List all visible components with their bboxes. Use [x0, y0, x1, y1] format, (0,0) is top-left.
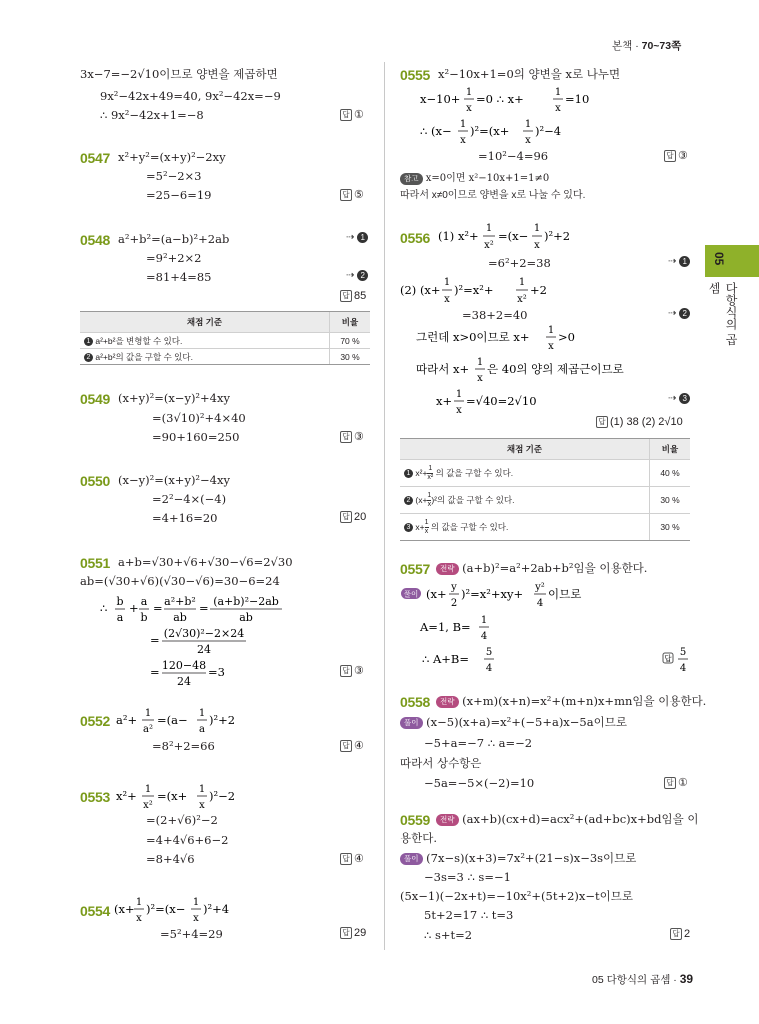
svg-text:)²−2: )²−2 — [209, 789, 236, 803]
answer-mark: 답 — [664, 654, 672, 663]
step-marker: ⇢ 1 — [668, 256, 690, 267]
svg-text:이므로: 이므로 — [548, 589, 582, 601]
solution-line: =2²−4×(−4) — [152, 492, 227, 506]
svg-text:>0: >0 — [558, 330, 575, 344]
footer-chapter: 05 다항식의 곱셈 — [592, 974, 671, 986]
svg-text:(2√30)²−2×24: (2√30)²−2×24 — [163, 627, 245, 640]
step-marker: ⇢ 1 — [346, 232, 368, 243]
svg-text:4: 4 — [485, 663, 493, 674]
fraction-expression — [418, 612, 618, 644]
svg-text:=: = — [199, 601, 209, 615]
answer-mark: 답 — [340, 511, 352, 523]
fraction-expression — [400, 578, 660, 612]
answer: 답 ③ — [340, 430, 364, 443]
svg-text:24: 24 — [197, 643, 211, 656]
problem-number: 0550 — [80, 473, 110, 489]
svg-text:x²+: x²+ — [116, 789, 137, 803]
solution-line: =4+4√6+6−2 — [146, 833, 229, 847]
svg-text:1: 1 — [459, 119, 467, 130]
reference-note: 따라서 x≠0이므로 양변을 x로 나눌 수 있다. — [400, 190, 586, 201]
svg-text:a²+b²: a²+b² — [164, 595, 196, 608]
column-divider — [384, 62, 385, 950]
solution-badge: 풀이 — [400, 717, 423, 729]
svg-text:1: 1 — [198, 708, 206, 719]
strategy-badge: 전략 — [436, 563, 459, 575]
svg-text:x: x — [525, 135, 531, 146]
solution-line: (5x−1)(−2x+t)=−10x²+(5t+2)x−t이므로 — [400, 889, 633, 903]
fraction-expression — [418, 116, 618, 148]
svg-text:)²+4: )²+4 — [203, 902, 230, 916]
svg-text:(x+: (x+ — [426, 587, 447, 601]
header-pages: 70~73쪽 — [641, 40, 682, 52]
solution-line: =90+160=250 — [152, 430, 240, 444]
step-marker: ⇢ 3 — [668, 393, 690, 404]
strategy-line: 용한다. — [400, 831, 437, 845]
svg-text:(a+b)²−2ab: (a+b)²−2ab — [213, 595, 279, 608]
solution-line: =(3√10)²+4×40 — [152, 411, 246, 425]
svg-text:4: 4 — [480, 631, 488, 642]
svg-text:)²+2: )²+2 — [209, 713, 236, 727]
svg-text:(x+: (x+ — [114, 902, 135, 916]
problem-number: 0556 — [400, 230, 430, 246]
page-header — [612, 38, 681, 53]
svg-text:x: x — [193, 913, 199, 924]
svg-text:2: 2 — [450, 598, 458, 609]
answer: 답 20 — [340, 511, 366, 523]
step-marker: ⇢ 2 — [346, 270, 368, 281]
step-marker: ⇢ 2 — [668, 308, 690, 319]
table-row: 2 a²+b²의 값을 구할 수 있다. 30 % — [80, 349, 370, 365]
answer: 답 ⑤ — [340, 188, 364, 201]
header-label: 본책 · — [612, 40, 642, 52]
svg-text:1: 1 — [144, 708, 152, 719]
fraction-expression — [414, 322, 614, 354]
svg-text:x: x — [466, 103, 472, 114]
solution-line: 풀이 (x−5)(x+a)=x²+(−5+a)x−5a이므로 — [400, 715, 627, 729]
svg-text:x: x — [456, 405, 462, 416]
svg-text:은 40의 양의 제곱근이므로: 은 40의 양의 제곱근이므로 — [487, 362, 624, 376]
problem-number: 0551 — [80, 555, 110, 571]
svg-text:4: 4 — [679, 663, 687, 674]
grading-table — [400, 438, 690, 541]
table-row: 1 x²+ $\frac{1}{\text{x²}}$ 의 값을 구할 수 있다. 40 % — [400, 460, 690, 487]
svg-text:1: 1 — [443, 277, 451, 288]
svg-text:1: 1 — [480, 615, 488, 626]
fraction-expression — [114, 778, 274, 814]
intro-line-1: 3x−7=−2√10이므로 양변을 제곱하면 — [80, 67, 278, 81]
svg-text:5: 5 — [485, 647, 493, 658]
solution-line: =(2+√6)²−2 — [146, 813, 218, 827]
solution-line: (x−y)²=(x+y)²−4xy — [118, 473, 230, 487]
svg-text:24: 24 — [177, 675, 191, 688]
svg-text:=(a−: =(a− — [157, 713, 188, 727]
answer-mark: 답 — [340, 189, 352, 201]
svg-text:=3: =3 — [208, 665, 225, 679]
fraction-expression — [114, 702, 274, 738]
answer: 답 ④ — [340, 852, 364, 865]
svg-text:120−48: 120−48 — [161, 659, 207, 672]
svg-text:1: 1 — [135, 897, 143, 908]
svg-text:1: 1 — [198, 784, 206, 795]
answer-mark: 답 — [340, 740, 352, 752]
svg-text:y²: y² — [535, 582, 545, 593]
intro-answer: 답 ① — [340, 108, 364, 121]
svg-text:∴ A+B=: ∴ A+B= — [422, 652, 469, 666]
svg-text:(1) x²+: (1) x²+ — [438, 229, 479, 243]
svg-text:x+: x+ — [436, 394, 453, 408]
svg-text:)²=(x+: )²=(x+ — [470, 124, 510, 138]
strategy-line: 전략 (ax+b)(cx+d)=acx²+(ad+bc)x+bd임을 이 — [436, 812, 699, 826]
svg-text:ab: ab — [173, 611, 187, 624]
svg-text:1: 1 — [485, 223, 493, 234]
fraction-expression — [148, 656, 268, 690]
svg-text:b: b — [116, 595, 124, 608]
fraction-expression — [436, 219, 636, 253]
answer: 답 85 — [340, 290, 366, 302]
svg-text:a: a — [140, 595, 148, 608]
svg-text:1: 1 — [192, 897, 200, 908]
svg-text:b: b — [140, 611, 148, 624]
answer-mark: 답 — [340, 853, 352, 865]
solution-line: ∴ s+t=2 — [424, 928, 473, 942]
problem-number: 0559 — [400, 812, 430, 828]
answer-mark: 답 — [340, 927, 352, 939]
solution-line: −5+a=−7 ∴ a=−2 — [424, 736, 533, 750]
svg-text:1: 1 — [533, 223, 541, 234]
grading-table — [80, 311, 370, 365]
answer: 답 29 — [340, 927, 366, 939]
problem-number: 0552 — [80, 713, 110, 729]
svg-text:x: x — [136, 913, 142, 924]
svg-text:4: 4 — [536, 598, 544, 609]
solution-line: x²+y²=(x+y)²−2xy — [118, 150, 226, 164]
solution-line: 풀이 (7x−s)(x+3)=7x²+(21−s)x−3s이므로 — [400, 851, 636, 865]
reference-badge: 참고 — [400, 173, 423, 185]
answer-mark: 답 — [596, 416, 608, 428]
svg-text:+: + — [129, 601, 139, 615]
solution-line: 따라서 상수항은 — [400, 756, 482, 770]
answer-mark: 답 — [664, 777, 676, 789]
solution-line: =8²+2=66 — [152, 739, 215, 753]
table-header: 비율 — [330, 312, 371, 333]
fraction-expression — [148, 624, 268, 658]
solution-line: 5t+2=17 ∴ t=3 — [424, 908, 514, 922]
problem-number: 0549 — [80, 391, 110, 407]
svg-text:=10: =10 — [565, 92, 590, 106]
svg-text:=: = — [153, 601, 163, 615]
svg-text:따라서 x+: 따라서 x+ — [416, 362, 470, 376]
svg-text:1: 1 — [547, 325, 555, 336]
svg-text:x²: x² — [143, 800, 153, 811]
problem-number: 0554 — [80, 903, 110, 919]
svg-text:=√40=2√10: =√40=2√10 — [466, 394, 537, 408]
svg-text:1: 1 — [144, 784, 152, 795]
svg-text:=0 ∴ x+: =0 ∴ x+ — [476, 92, 524, 106]
fraction-expression — [418, 84, 618, 116]
table-row: 1 a²+b²을 변형할 수 있다. 70 % — [80, 333, 370, 349]
solution-line: a+b=√30+√6+√30−√6=2√30 — [118, 555, 293, 569]
svg-text:a: a — [199, 724, 205, 735]
svg-text:그런데 x>0이므로 x+: 그런데 x>0이므로 x+ — [416, 330, 530, 344]
svg-text:1: 1 — [518, 277, 526, 288]
table-row: 3 x+ $\frac{1}{x}$ 의 값을 구할 수 있다. 30 % — [400, 514, 690, 541]
svg-text:ab: ab — [239, 611, 253, 624]
fraction-expression — [112, 891, 272, 927]
fraction-expression — [434, 386, 634, 418]
svg-text:x−10+: x−10+ — [420, 92, 461, 106]
intro-line-3: ∴ 9x²−42x+1=−8 — [100, 108, 204, 122]
svg-text:(2) (x+: (2) (x+ — [400, 283, 441, 297]
table-header: 채점 기준 — [400, 439, 650, 460]
solution-line: =81+4=85 — [146, 270, 212, 284]
intro-line-2: 9x²−42x+49=40, 9x²−42x=−9 — [100, 89, 281, 103]
svg-text:1: 1 — [465, 87, 473, 98]
svg-text:x²: x² — [484, 240, 494, 251]
problem-number: 0557 — [400, 561, 430, 577]
strategy-line: 전략 (x+m)(x+n)=x²+(m+n)x+mn임을 이용한다. — [436, 694, 706, 708]
page-footer: 05 다항식의 곱셈 · 39 — [592, 972, 694, 986]
solution-line: =6²+2=38 — [488, 256, 551, 270]
svg-text:1: 1 — [455, 389, 463, 400]
svg-text:1: 1 — [554, 87, 562, 98]
solution-line: −3s=3 ∴ s=−1 — [424, 870, 511, 884]
fraction-expression — [398, 273, 598, 307]
solution-line: =5²−2×3 — [146, 169, 202, 183]
svg-text:)²−4: )²−4 — [535, 124, 562, 138]
svg-text:A=1, B=: A=1, B= — [420, 620, 471, 634]
problem-number: 0553 — [80, 789, 110, 805]
svg-text:x: x — [555, 103, 561, 114]
svg-text:x: x — [460, 135, 466, 146]
solution-line: a²+b²=(a−b)²+2ab — [118, 232, 230, 246]
svg-text:1: 1 — [524, 119, 532, 130]
svg-text:)²=x²+: )²=x²+ — [454, 283, 494, 297]
svg-text:∴ (x−: ∴ (x− — [420, 124, 452, 138]
answer: 답 (1) 38 (2) 2√10 — [596, 416, 683, 428]
svg-text:=(x−: =(x− — [498, 229, 529, 243]
solution-badge: 풀이 — [400, 853, 423, 865]
solution-line: =38+2=40 — [462, 308, 528, 322]
table-row: 2 (x+ $\frac{1}{x}$ )²의 값을 구할 수 있다. 30 % — [400, 487, 690, 514]
problem-number: 0547 — [80, 150, 110, 166]
svg-text:x²: x² — [517, 294, 527, 305]
svg-text:x: x — [548, 341, 554, 352]
svg-text:=: = — [150, 665, 160, 679]
problem-number: 0558 — [400, 694, 430, 710]
answer-mark: 답 — [664, 150, 676, 162]
svg-text:x: x — [534, 240, 540, 251]
svg-text:a: a — [116, 611, 124, 624]
answer-mark: 답 — [670, 928, 682, 940]
svg-text:y: y — [451, 582, 457, 593]
answer: 답 ③ — [340, 664, 364, 677]
answer-mark: 답 — [340, 665, 352, 677]
chapter-tab-number: 05 — [712, 252, 726, 266]
strategy-badge: 전략 — [436, 814, 459, 826]
answer: 답 ③ — [664, 149, 688, 162]
svg-text:)²+2: )²+2 — [544, 229, 571, 243]
svg-text:+2: +2 — [530, 283, 547, 297]
svg-text:x: x — [477, 373, 483, 384]
svg-text:=(x+: =(x+ — [157, 789, 188, 803]
solution-line: =8+4√6 — [146, 852, 195, 866]
answer-mark: 답 — [340, 109, 352, 121]
fraction-expression — [420, 644, 620, 676]
solution-line: =5²+4=29 — [160, 927, 223, 941]
therefore-symbol: ∴ — [100, 601, 108, 615]
strategy-line: 전략 (a+b)²=a²+2ab+b²임을 이용한다. — [436, 561, 647, 575]
answer-mark: 답 — [340, 290, 352, 302]
svg-text:a²: a² — [143, 724, 153, 735]
problem-number: 0555 — [400, 67, 430, 83]
solution-line: =25−6=19 — [146, 188, 212, 202]
svg-text:풀이: 풀이 — [403, 589, 419, 599]
solution-line: =4+16=20 — [152, 511, 218, 525]
solution-line: ab=(√30+√6)(√30−√6)=30−6=24 — [80, 574, 280, 588]
answer: 답 ① — [664, 776, 688, 789]
answer-mark: 답 — [340, 431, 352, 443]
svg-text:)²=x²+xy+: )²=x²+xy+ — [461, 587, 524, 601]
svg-text:)²=(x−: )²=(x− — [146, 902, 186, 916]
strategy-badge: 전략 — [436, 696, 459, 708]
solution-line: −5a=−5×(−2)=10 — [424, 776, 535, 790]
svg-text:1: 1 — [476, 357, 484, 368]
svg-text:=: = — [150, 633, 160, 647]
fraction-expression — [98, 592, 298, 626]
svg-text:x: x — [199, 800, 205, 811]
reference-note: 참고 x=0이면 x²−10x+1=1≠0 — [400, 169, 549, 185]
solution-line: (x+y)²=(x−y)²+4xy — [118, 391, 230, 405]
table-header: 비율 — [650, 439, 691, 460]
answer: 답 ④ — [340, 739, 364, 752]
answer — [662, 644, 692, 676]
table-header: 채점 기준 — [80, 312, 330, 333]
svg-text:a²+: a²+ — [116, 713, 138, 727]
svg-text:5: 5 — [679, 647, 687, 658]
answer: 답 2 — [670, 928, 690, 940]
problem-number: 0548 — [80, 232, 110, 248]
fraction-expression — [414, 354, 654, 386]
page-number: 39 — [679, 972, 694, 986]
solution-line: x²−10x+1=0의 양변을 x로 나누면 — [438, 67, 621, 81]
solution-line: =9²+2×2 — [146, 251, 202, 265]
solution-line: =10²−4=96 — [478, 149, 549, 163]
svg-text:x: x — [444, 294, 450, 305]
chapter-tab-title: 다항식의 곱셈 — [707, 282, 738, 346]
